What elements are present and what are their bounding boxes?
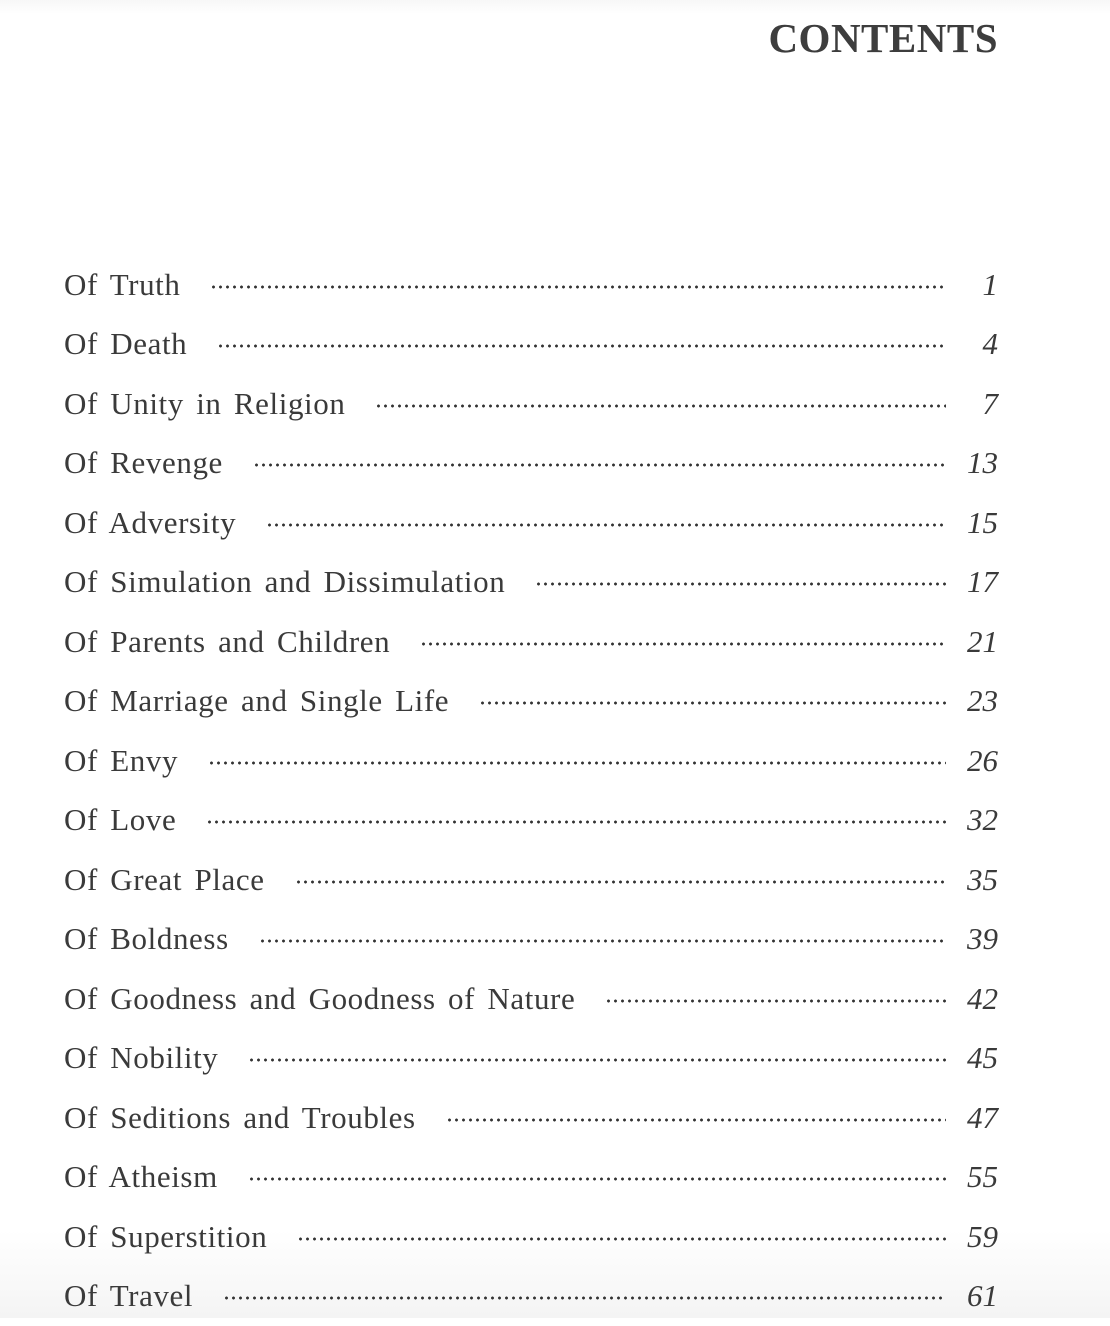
toc-entry[interactable] (64, 1088, 998, 1148)
toc-entry-page: 26 (952, 743, 998, 779)
toc-entry-title: Of Boldness (64, 921, 229, 957)
toc-entry-title: Of Unity in Religion (64, 386, 345, 422)
dot-leader (253, 463, 946, 467)
toc-entry[interactable] (64, 612, 998, 672)
toc-entry-page: 21 (952, 624, 998, 660)
dot-leader (206, 820, 946, 824)
dot-leader (248, 1177, 946, 1181)
toc-entry-title: Of Marriage and Single Life (64, 683, 449, 719)
toc-entry-page: 15 (952, 505, 998, 541)
toc-entry-page: 7 (952, 386, 998, 422)
dot-leader (223, 1296, 946, 1300)
dot-leader (210, 285, 946, 289)
toc-entry-title: Of Love (64, 802, 176, 838)
toc-entry-title: Of Parents and Children (64, 624, 390, 660)
toc-entry-page: 47 (952, 1100, 998, 1136)
toc-entry-title: Of Travel (64, 1278, 193, 1314)
toc-entry[interactable] (64, 672, 998, 732)
toc-entry-page: 59 (952, 1219, 998, 1255)
dot-leader (259, 939, 946, 943)
dot-leader (217, 344, 946, 348)
toc-entry[interactable] (64, 434, 998, 494)
toc-entry-title: Of Goodness and Goodness of Nature (64, 981, 575, 1017)
toc-entry-page: 61 (952, 1278, 998, 1314)
toc-entry-title: Of Truth (64, 267, 180, 303)
toc-entry-page: 42 (952, 981, 998, 1017)
toc-entry-page: 55 (952, 1159, 998, 1195)
toc-entry-title: Of Great Place (64, 862, 265, 898)
dot-leader (535, 582, 946, 586)
toc-entry[interactable] (64, 315, 998, 375)
table-of-contents (64, 255, 998, 1326)
toc-entry[interactable] (64, 910, 998, 970)
toc-entry[interactable] (64, 1207, 998, 1267)
toc-entry[interactable] (64, 553, 998, 613)
toc-entry-title: Of Atheism (64, 1159, 218, 1195)
toc-entry-title: Of Death (64, 326, 187, 362)
toc-entry-page: 35 (952, 862, 998, 898)
toc-entry[interactable] (64, 1029, 998, 1089)
toc-entry-title: Of Envy (64, 743, 178, 779)
toc-entry-page: 23 (952, 683, 998, 719)
toc-entry-page: 1 (952, 267, 998, 303)
dot-leader (208, 761, 946, 765)
toc-entry-title: Of Adversity (64, 505, 236, 541)
toc-entry-page: 45 (952, 1040, 998, 1076)
toc-entry-title: Of Seditions and Troubles (64, 1100, 416, 1136)
toc-entry-title: Of Superstition (64, 1219, 267, 1255)
dot-leader (297, 1237, 946, 1241)
dot-leader (446, 1118, 946, 1122)
toc-entry-page: 39 (952, 921, 998, 957)
dot-leader (605, 999, 946, 1003)
toc-entry-page: 17 (952, 564, 998, 600)
dot-leader (420, 642, 946, 646)
toc-entry-page: 13 (952, 445, 998, 481)
dot-leader (266, 523, 946, 527)
toc-entry-title: Of Revenge (64, 445, 223, 481)
toc-entry-page: 32 (952, 802, 998, 838)
toc-entry[interactable] (64, 374, 998, 434)
toc-entry-title: Of Simulation and Dissimulation (64, 564, 505, 600)
dot-leader (375, 404, 946, 408)
toc-entry[interactable] (64, 493, 998, 553)
toc-entry[interactable] (64, 791, 998, 851)
toc-entry-title: Of Nobility (64, 1040, 218, 1076)
toc-entry[interactable] (64, 731, 998, 791)
dot-leader (479, 701, 946, 705)
toc-entry[interactable] (64, 850, 998, 910)
toc-entry[interactable] (64, 1148, 998, 1208)
dot-leader (248, 1058, 946, 1062)
dot-leader (295, 880, 946, 884)
toc-entry[interactable] (64, 1267, 998, 1326)
toc-entry[interactable] (64, 969, 998, 1029)
page-title: CONTENTS (768, 14, 998, 62)
toc-entry-page: 4 (952, 326, 998, 362)
toc-entry[interactable] (64, 255, 998, 315)
